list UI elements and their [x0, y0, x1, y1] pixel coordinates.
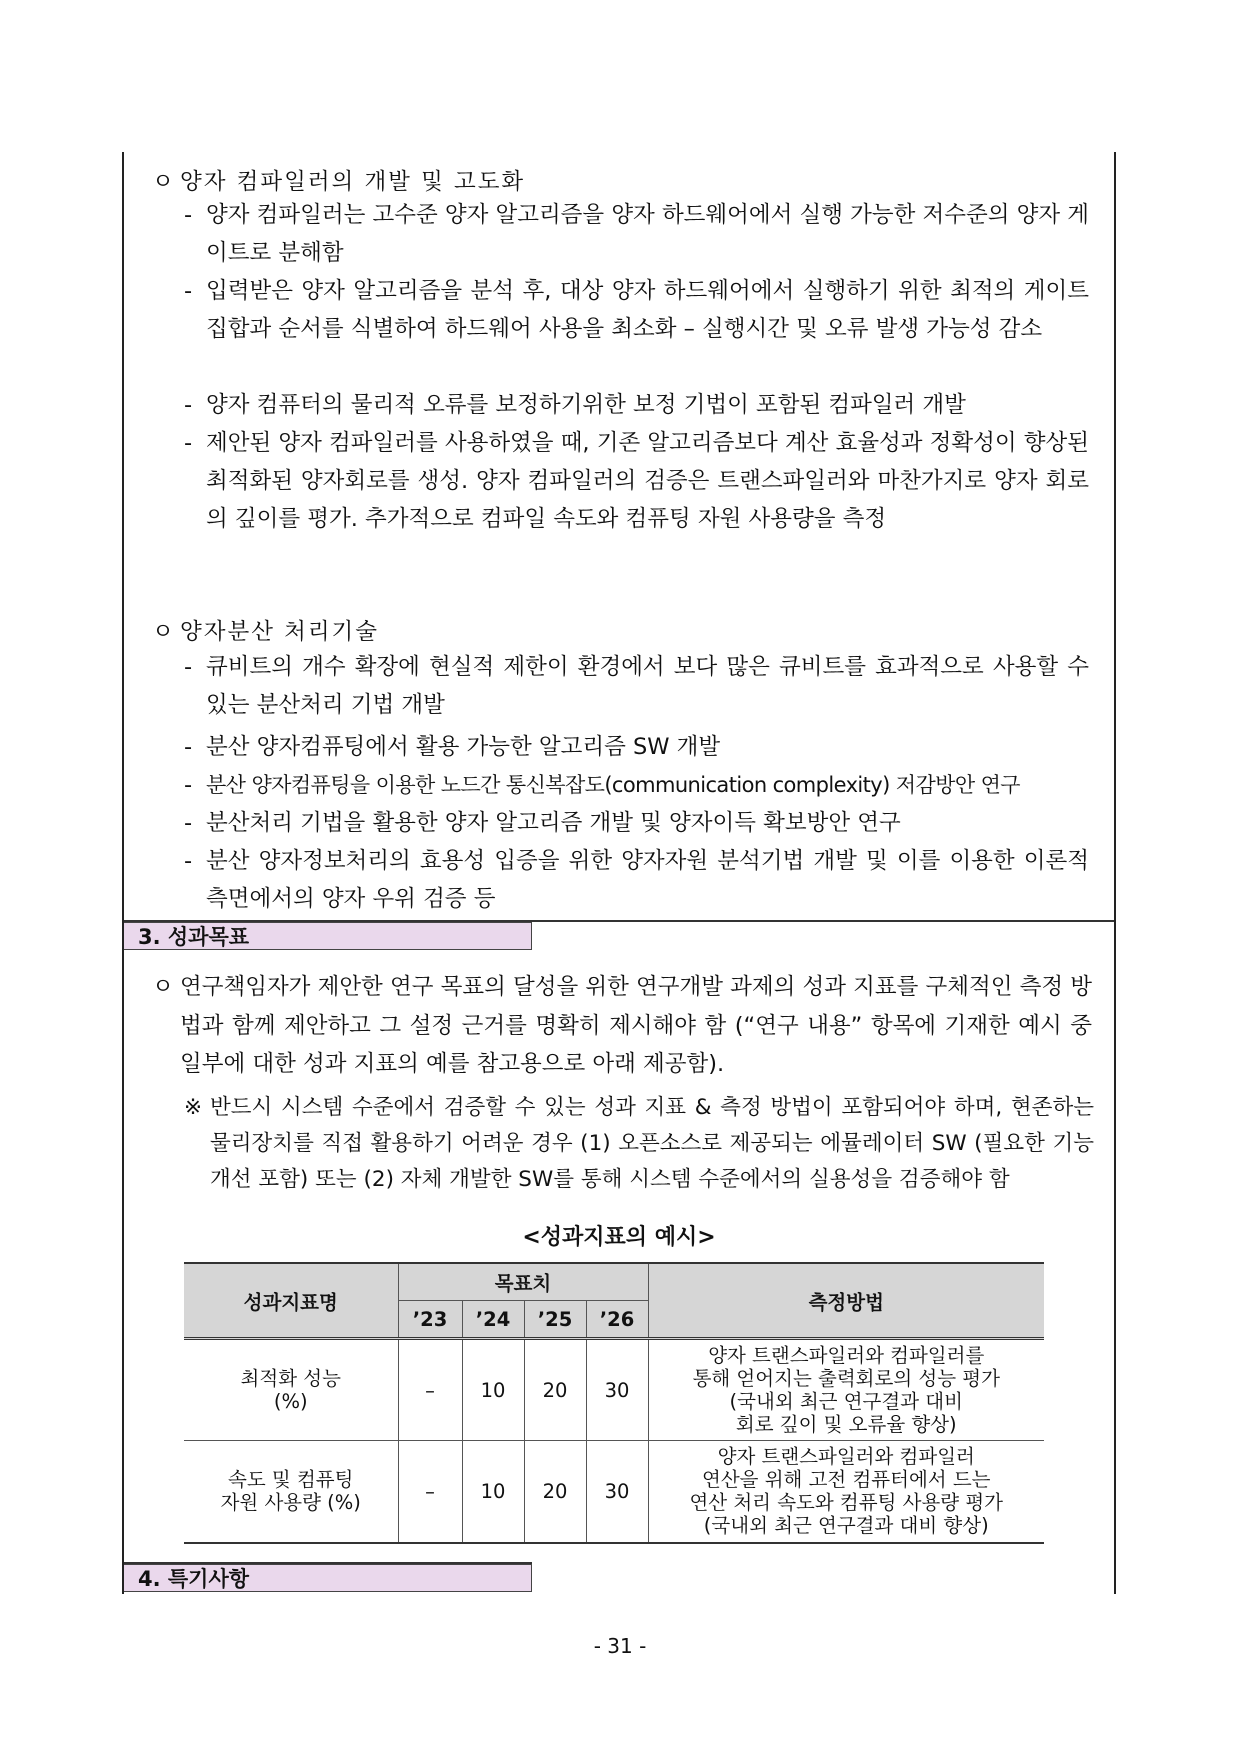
list-item-text: 분산 양자컴퓨팅에서 활용 가능한 알고리즘 SW 개발 [206, 734, 721, 760]
section1-title: 양자 컴파일러의 개발 및 고도화 [180, 169, 526, 195]
section3-paragraph [152, 968, 1092, 1084]
col-header-target: 목표치 [398, 1263, 648, 1301]
section2-heading [152, 614, 379, 646]
list-item-text: 제안된 양자 컴파일러를 사용하였을 때, 기존 알고리즘보다 계산 효율성과 정확성이 향상된 최적화된 양자회로를 생성. 양자 컴파일러의 검증은 트랜스파일러와 마찬가지로 양자 회로의 깊이를 평가. 추가적으로 컴파일 속도와 컴퓨팅 자원 사용량을 측정 [206, 430, 1089, 532]
section4-heading: 4. 특기사항 [124, 1564, 532, 1592]
table-row [184, 1441, 1044, 1543]
target-value: – [398, 1339, 462, 1441]
list-item [184, 804, 1089, 842]
dash-mark: - [184, 430, 193, 456]
section3-note [184, 1090, 1094, 1198]
list-item-text: 큐비트의 개수 확장에 현실적 제한이 환경에서 보다 많은 큐비트를 효과적으로 사용할 수 있는 분산처리 기법 개발 [206, 654, 1089, 718]
col-header-year: ’24 [462, 1301, 524, 1339]
bullet-mark: ㅇ [152, 619, 176, 645]
dash-mark: - [184, 202, 193, 228]
frame-right-border [1114, 152, 1116, 1594]
list-item-text: 분산처리 기법을 활용한 양자 알고리즘 개발 및 양자이득 확보방안 연구 [206, 810, 901, 836]
col-header-name: 성과지표명 [184, 1263, 398, 1339]
list-item-text: 입력받은 양자 알고리즘을 분석 후, 대상 양자 하드웨어에서 실행하기 위한 최적의 게이트 집합과 순서를 식별하여 하드웨어 사용을 최소화 – 실행시간 및 오류 발생 가능성 감소 [206, 278, 1089, 342]
list-item [184, 766, 1089, 804]
target-value: 30 [586, 1441, 648, 1543]
dash-mark: - [184, 654, 193, 680]
document-content [124, 0, 1114, 1755]
list-item [184, 728, 1089, 766]
col-header-year: ’23 [398, 1301, 462, 1339]
metrics-table [184, 1262, 1044, 1544]
paragraph-text: 연구책임자가 제안한 연구 목표의 달성을 위한 연구개발 과제의 성과 지표를 구체적인 측정 방법과 함께 제안하고 그 설정 근거를 명확히 제시해야 함 (“연구 내용” 항목에 기재한 예시 중 일부에 대한 성과 지표의 예를 참고용으로 아래 제공함). [180, 974, 1092, 1077]
dash-mark: - [184, 848, 193, 874]
dash-mark: - [184, 734, 193, 760]
bullet-mark: ㅇ [152, 974, 174, 1000]
list-item [184, 386, 1089, 424]
col-header-method: 측정방법 [648, 1263, 1044, 1339]
section3-heading: 3. 성과목표 [124, 922, 532, 950]
dash-mark: - [184, 392, 193, 418]
dash-mark: - [184, 278, 193, 304]
table-caption: <성과지표의 예시> [522, 1225, 716, 1250]
target-value: 20 [524, 1339, 586, 1441]
list-item-text: 양자 컴파일러는 고수준 양자 알고리즘을 양자 하드웨어에서 실행 가능한 저수준의 양자 게이트로 분해함 [206, 202, 1089, 266]
list-item [184, 648, 1089, 724]
list-item-text: 분산 양자정보처리의 효용성 입증을 위한 양자자원 분석기법 개발 및 이를 이용한 이론적 측면에서의 양자 우위 검증 등 [206, 848, 1089, 912]
target-value: 30 [586, 1339, 648, 1441]
list-item [184, 196, 1089, 272]
metric-name: 최적화 성능 (%) [184, 1339, 398, 1441]
measurement-method: 양자 트랜스파일러와 컴파일러 연산을 위해 고전 컴퓨터에서 드는 연산 처리 속도와 컴퓨팅 사용량 평가 (국내외 최근 연구결과 대비 향상) [648, 1441, 1044, 1543]
dash-mark: - [184, 810, 193, 836]
target-value: 10 [462, 1339, 524, 1441]
note-mark: ※ [184, 1095, 203, 1120]
list-item-text: 분산 양자컴퓨팅을 이용한 노드간 통신복잡도(communication complexity) 저감방안 연구 [206, 773, 1020, 797]
dash-mark: - [184, 772, 193, 798]
metric-name: 속도 및 컴퓨팅 자원 사용량 (%) [184, 1441, 398, 1543]
list-item [184, 842, 1089, 918]
target-value: – [398, 1441, 462, 1543]
target-value: 20 [524, 1441, 586, 1543]
bullet-mark: ㅇ [152, 169, 176, 195]
list-item [184, 272, 1089, 348]
col-header-year: ’26 [586, 1301, 648, 1339]
list-item [184, 424, 1089, 538]
col-header-year: ’25 [524, 1301, 586, 1339]
section2-title: 양자분산 처리기술 [180, 619, 380, 645]
section1-heading [152, 164, 525, 196]
table-row [184, 1339, 1044, 1441]
note-text: 반드시 시스템 수준에서 검증할 수 있는 성과 지표 & 측정 방법이 포함되어야 하며, 현존하는 물리장치를 직접 활용하기 어려운 경우 (1) 오픈소스로 제공되는 에뮬레이터 SW (필요한 기능 개선 포함) 또는 (2) 자체 개발한 SW를 통해 시스템 수준에서의 실용성을 검증해야 함 [210, 1095, 1094, 1192]
page-number: - 31 - [593, 1634, 647, 1658]
list-item-text: 양자 컴퓨터의 물리적 오류를 보정하기위한 보정 기법이 포함된 컴파일러 개발 [206, 392, 966, 418]
measurement-method: 양자 트랜스파일러와 컴파일러를 통해 얻어지는 출력회로의 성능 평가 (국내외 최근 연구결과 대비 회로 깊이 및 오류율 향상) [648, 1339, 1044, 1441]
target-value: 10 [462, 1441, 524, 1543]
